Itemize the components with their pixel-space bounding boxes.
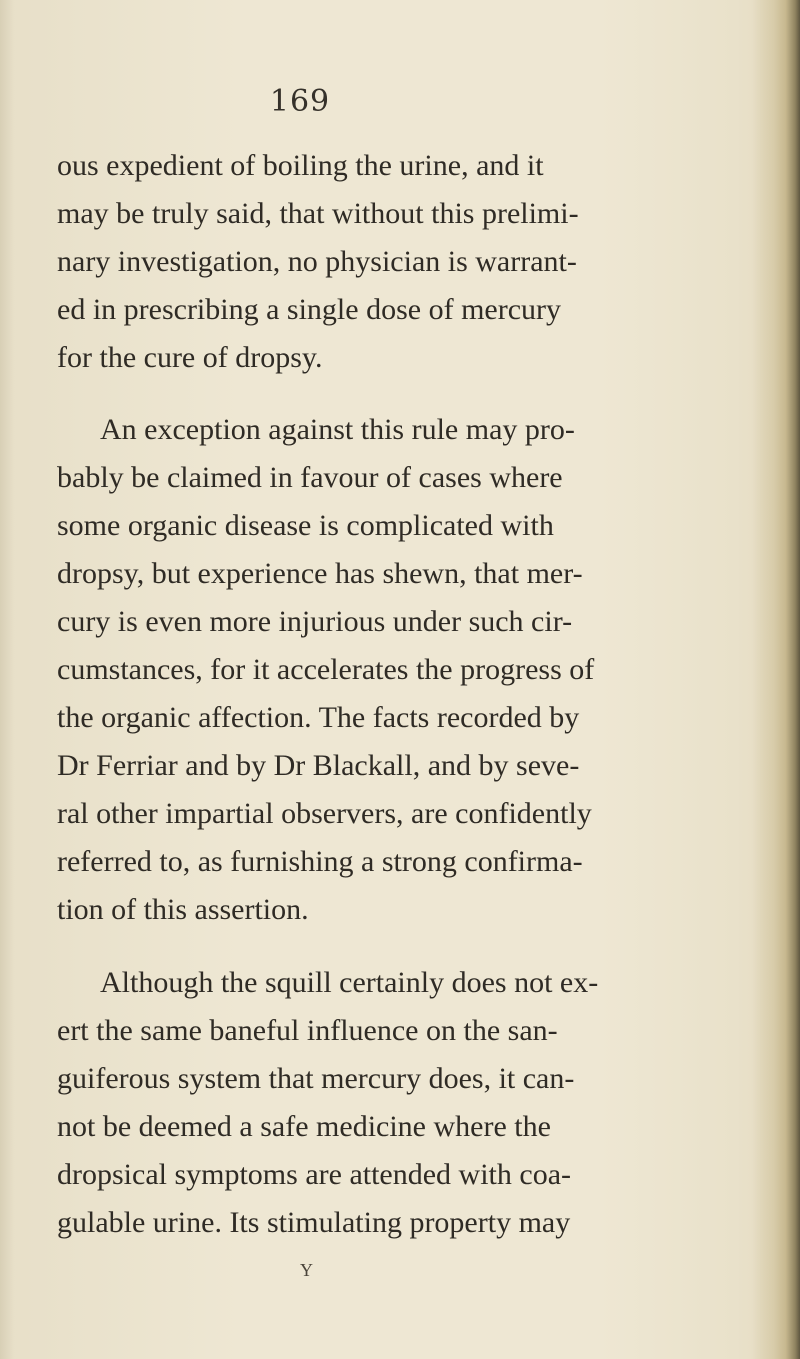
signature-mark: Y: [300, 1260, 313, 1280]
paragraph-2-line-8: Dr Ferriar and by Dr Blackall, and by seve-: [57, 749, 580, 782]
paragraph-2-line-11: tion of this assertion.: [57, 893, 309, 926]
paragraph-1-line-5: for the cure of dropsy.: [57, 341, 323, 374]
page-number: 169: [269, 84, 331, 119]
paragraph-2-line-4: dropsy, but experience has shewn, that mer-: [57, 557, 583, 590]
paragraph-2-line-5: cury is even more injurious under such cir-: [57, 605, 573, 638]
paragraph-3-line-4: not be deemed a safe medicine where the: [57, 1110, 551, 1143]
paragraph-3-line-2: ert the same baneful influence on the san-: [57, 1014, 558, 1047]
paragraph-2-line-2: bably be claimed in favour of cases where: [57, 461, 563, 494]
paragraph-3-line-5: dropsical symptoms are attended with coa-: [57, 1158, 572, 1191]
paragraph-1-line-4: ed in prescribing a single dose of mercury: [57, 293, 562, 326]
paragraph-1-line-2: may be truly said, that without this prelimi-: [57, 197, 579, 230]
paragraph-3-line-6: gulable urine. Its stimulating property may: [57, 1206, 571, 1239]
paragraph-1-line-3: nary investigation, no physician is warrant-: [57, 245, 577, 278]
paragraph-2-line-1: An exception against this rule may pro-: [100, 413, 575, 446]
paragraph-2-line-3: some organic disease is complicated with: [57, 509, 554, 542]
paragraph-2-line-9: ral other impartial observers, are confidently: [57, 797, 592, 830]
paragraph-2-line-10: referred to, as furnishing a strong confirma-: [57, 845, 583, 878]
paragraph-2-line-6: cumstances, for it accelerates the progress of: [57, 653, 595, 686]
paragraph-1-line-1: ous expedient of boiling the urine, and it: [57, 149, 544, 182]
paragraph-3-line-1: Although the squill certainly does not ex-: [100, 966, 599, 999]
paragraph-2-line-7: the organic affection. The facts recorded by: [57, 701, 580, 734]
page-binding-edge: [752, 0, 800, 1359]
page-left-shadow: [0, 0, 14, 1359]
paragraph-3-line-3: guiferous system that mercury does, it can-: [57, 1062, 575, 1095]
